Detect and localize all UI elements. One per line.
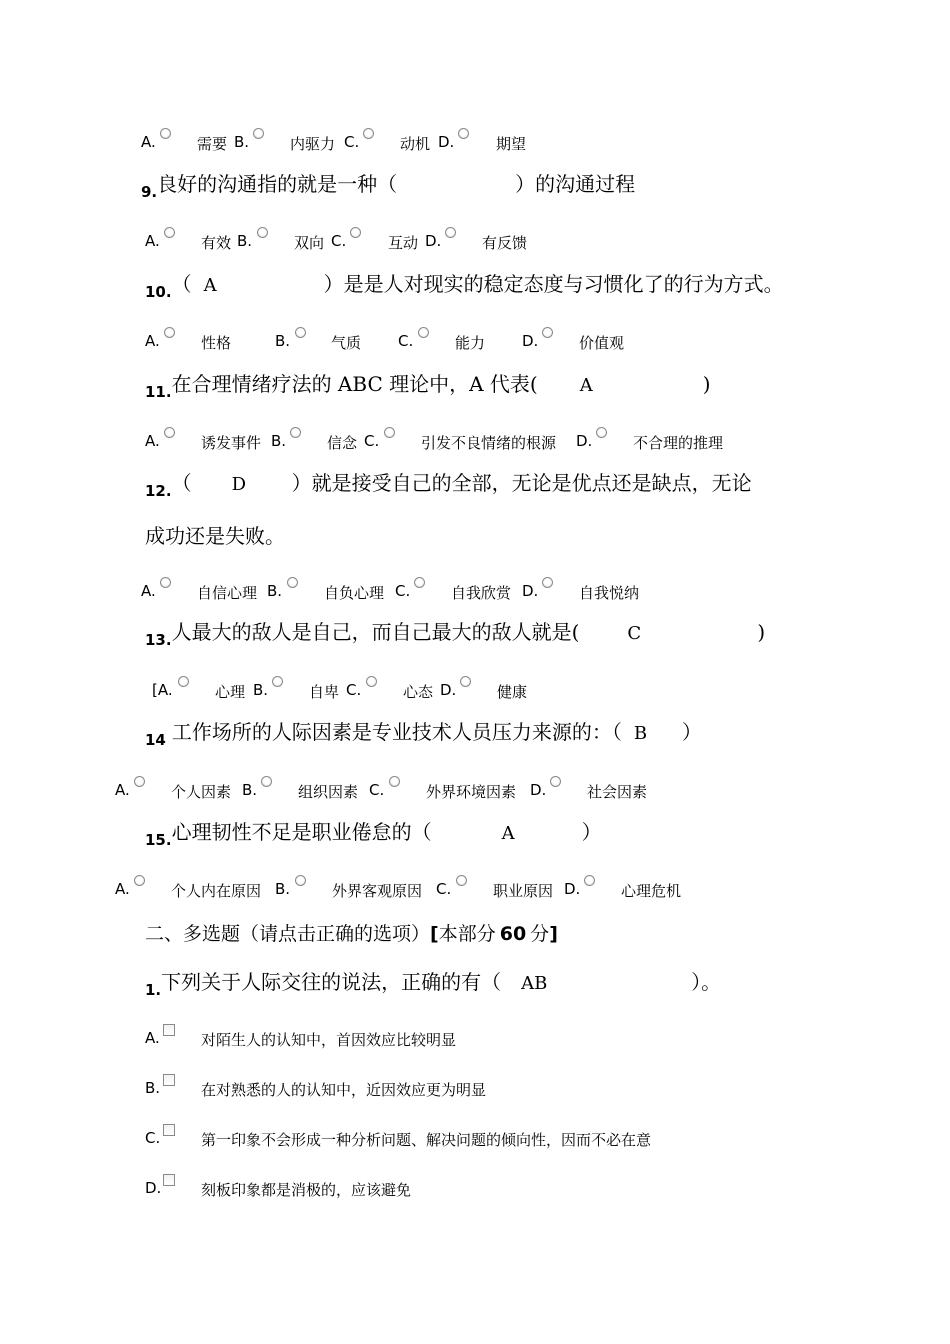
option-c-radio[interactable]	[389, 776, 400, 787]
option-c-radio[interactable]	[384, 427, 395, 438]
option-letter: D.	[576, 432, 593, 450]
option-text: 健康	[497, 683, 528, 701]
question-number: 11.	[145, 383, 172, 401]
question-13	[145, 616, 766, 649]
option-text: 社会因素	[587, 783, 648, 801]
option-letter: D.	[522, 582, 539, 600]
option-text: 心理	[215, 683, 246, 701]
option-text: 职业原因	[493, 882, 554, 900]
option-a-checkbox[interactable]	[163, 1024, 175, 1036]
option-letter: A.	[145, 432, 160, 450]
option-a-radio[interactable]	[164, 327, 175, 338]
section-bracket-open: [	[430, 923, 439, 945]
mq1-option-a	[0, 1023, 950, 1049]
option-letter: C.	[364, 432, 380, 450]
q14-options	[0, 775, 950, 801]
option-b-radio[interactable]	[261, 776, 272, 787]
option-text: 能力	[455, 334, 486, 352]
option-b-radio[interactable]	[257, 227, 268, 238]
option-letter: A.	[141, 133, 156, 151]
option-text: 需要	[197, 135, 228, 153]
option-letter: D.	[564, 880, 581, 898]
question-11	[145, 368, 711, 401]
option-letter: D.	[440, 681, 457, 699]
option-a-radio[interactable]	[134, 875, 145, 886]
question-14	[145, 716, 702, 749]
q12-options	[0, 576, 950, 602]
option-letter: D.	[438, 133, 455, 151]
option-c-checkbox[interactable]	[163, 1124, 175, 1136]
option-letter: C.	[398, 332, 414, 350]
option-a-radio[interactable]	[134, 776, 145, 787]
option-c-radio[interactable]	[414, 577, 425, 588]
option-text: 自我欣赏	[451, 584, 512, 602]
section-score-unit: 分	[530, 923, 550, 945]
option-text: 第一印象不会形成一种分析问题、解决问题的倾向性，因而不必在意	[201, 1131, 652, 1149]
option-letter: C.	[369, 781, 385, 799]
question-number: 14	[145, 731, 166, 749]
option-d-checkbox[interactable]	[163, 1174, 175, 1186]
q11-options	[0, 426, 950, 452]
option-a-radio[interactable]	[160, 128, 171, 139]
option-b-checkbox[interactable]	[163, 1074, 175, 1086]
option-text: 自卑	[309, 683, 340, 701]
section-score-label: 本部分	[438, 923, 496, 945]
option-d-radio[interactable]	[542, 577, 553, 588]
question-text: 人最大的敌人是自己，而自己最大的敌人就是(	[171, 620, 580, 644]
question-10	[145, 268, 784, 301]
option-text: 不合理的推理	[633, 434, 724, 452]
multi-question-1	[145, 966, 722, 999]
option-text: 诱发事件	[201, 434, 262, 452]
option-letter: A.	[145, 332, 160, 350]
option-d-radio[interactable]	[542, 327, 553, 338]
option-text: 自信心理	[197, 584, 258, 602]
question-number: 13.	[145, 631, 172, 649]
option-letter: B.	[253, 681, 269, 699]
q10-options	[0, 326, 950, 352]
mq1-option-b	[0, 1073, 950, 1099]
option-d-radio[interactable]	[550, 776, 561, 787]
option-letter: A.	[115, 880, 130, 898]
question-text: 下列关于人际交往的说法，正确的有（	[161, 970, 502, 994]
option-text: 心态	[403, 683, 434, 701]
option-a-radio[interactable]	[164, 427, 175, 438]
option-letter: A.	[115, 781, 130, 799]
question-text: 工作场所的人际因素是专业技术人员压力来源的：（	[171, 720, 622, 744]
option-text: 气质	[331, 334, 362, 352]
question-text-end: ）	[681, 720, 702, 744]
question-text-end: ）的沟通过程	[515, 172, 636, 196]
option-letter: A.	[145, 232, 160, 250]
question-text-end: )	[702, 372, 711, 396]
q9-options	[0, 226, 950, 252]
question-text: （	[171, 272, 192, 296]
question-text-end: ）就是接受自己的全部，无论是优点还是缺点，无论	[291, 471, 752, 495]
option-text: 信念	[327, 434, 358, 452]
option-letter: C.	[395, 582, 411, 600]
option-text: 双向	[294, 234, 325, 252]
option-d-radio[interactable]	[458, 128, 469, 139]
option-letter: C.	[436, 880, 452, 898]
option-letter: B.	[267, 582, 283, 600]
option-text: 动机	[400, 135, 431, 153]
answer-blank: AB	[521, 973, 548, 994]
question-text-end: ）。	[691, 970, 722, 994]
option-a-radio[interactable]	[178, 676, 189, 687]
option-letter: B.	[275, 332, 291, 350]
question-12	[145, 467, 752, 500]
answer-blank: D	[231, 474, 247, 495]
option-text: 性格	[201, 334, 232, 352]
option-letter: C.	[344, 133, 360, 151]
option-letter: C.	[145, 1129, 161, 1147]
option-letter: B.	[275, 880, 291, 898]
option-c-radio[interactable]	[418, 327, 429, 338]
option-letter: B.	[271, 432, 287, 450]
q15-options	[0, 874, 950, 900]
option-letter: A.	[145, 1029, 160, 1047]
q13-options	[0, 675, 950, 701]
option-a-radio[interactable]	[164, 227, 175, 238]
option-letter: D.	[145, 1179, 162, 1197]
option-b-radio[interactable]	[295, 327, 306, 338]
answer-blank: A	[203, 275, 217, 296]
option-letter: B.	[234, 133, 250, 151]
option-b-radio[interactable]	[272, 676, 283, 687]
answer-blank: A	[579, 375, 593, 396]
section-heading	[145, 919, 558, 946]
section-bracket-close: ]	[549, 923, 558, 945]
option-letter: B.	[237, 232, 253, 250]
option-text: 内驱力	[290, 135, 336, 153]
answer-blank: A	[501, 823, 515, 844]
option-text: 个人因素	[171, 783, 232, 801]
option-b-radio[interactable]	[290, 427, 301, 438]
option-text: 外界环境因素	[426, 783, 517, 801]
option-text: 引发不良情绪的根源	[421, 434, 557, 452]
option-letter: A.	[141, 582, 156, 600]
option-letter: C.	[346, 681, 362, 699]
option-c-radio[interactable]	[350, 227, 361, 238]
option-d-radio[interactable]	[596, 427, 607, 438]
option-text: 自负心理	[324, 584, 385, 602]
option-text: 组织因素	[298, 783, 359, 801]
question-text: 心理韧性不足是职业倦怠的（	[171, 820, 432, 844]
option-b-radio[interactable]	[295, 875, 306, 886]
option-c-radio[interactable]	[456, 875, 467, 886]
option-a-radio[interactable]	[160, 577, 171, 588]
option-letter: D.	[530, 781, 547, 799]
option-text: 个人内在原因	[171, 882, 262, 900]
option-letter: [A.	[152, 681, 173, 699]
section-score: 60	[499, 923, 527, 945]
option-c-radio[interactable]	[366, 676, 377, 687]
mq1-option-d	[0, 1173, 950, 1199]
option-text: 互动	[388, 234, 419, 252]
option-text: 在对熟悉的人的认知中，近因效应更为明显	[201, 1081, 487, 1099]
question-number: 1.	[145, 981, 162, 999]
question-number: 9.	[141, 183, 158, 201]
option-letter: B.	[145, 1079, 161, 1097]
question-text-end: ）是是人对现实的稳定态度与习惯化了的行为方式。	[323, 272, 784, 296]
question-number: 12.	[145, 482, 172, 500]
question-number: 10.	[145, 283, 172, 301]
section-title: 二、多选题（请点击正确的选项）	[145, 923, 431, 945]
option-b-radio[interactable]	[287, 577, 298, 588]
question-9	[141, 168, 636, 201]
question-15	[145, 816, 602, 849]
option-letter: D.	[425, 232, 442, 250]
option-text: 有反馈	[482, 234, 528, 252]
question-text-end: ）	[581, 820, 602, 844]
q8-options	[0, 127, 950, 153]
option-text: 自我悦纳	[579, 584, 640, 602]
option-text: 价值观	[579, 334, 625, 352]
answer-blank: B	[633, 723, 648, 744]
option-text: 期望	[496, 135, 527, 153]
option-letter: D.	[522, 332, 539, 350]
option-letter: B.	[242, 781, 258, 799]
option-text: 对陌生人的认知中，首因效应比较明显	[201, 1031, 457, 1049]
option-d-radio[interactable]	[584, 875, 595, 886]
option-text: 有效	[201, 234, 232, 252]
option-text: 外界客观原因	[332, 882, 423, 900]
option-c-radio[interactable]	[363, 128, 374, 139]
question-text: （	[171, 471, 192, 495]
option-letter: C.	[331, 232, 347, 250]
option-b-radio[interactable]	[253, 128, 264, 139]
option-text: 刻板印象都是消极的，应该避免	[201, 1181, 412, 1199]
mq1-option-c	[0, 1123, 950, 1149]
question-12-line2: 成功还是失败。	[145, 524, 285, 548]
question-number: 15.	[145, 831, 172, 849]
option-text: 心理危机	[621, 882, 682, 900]
question-text: 良好的沟通指的就是一种（	[157, 172, 398, 196]
option-d-radio[interactable]	[460, 676, 471, 687]
option-d-radio[interactable]	[445, 227, 456, 238]
answer-blank: C	[627, 623, 642, 644]
question-text-end: )	[757, 620, 766, 644]
question-text: 在合理情绪疗法的 ABC 理论中，A 代表(	[171, 372, 538, 396]
